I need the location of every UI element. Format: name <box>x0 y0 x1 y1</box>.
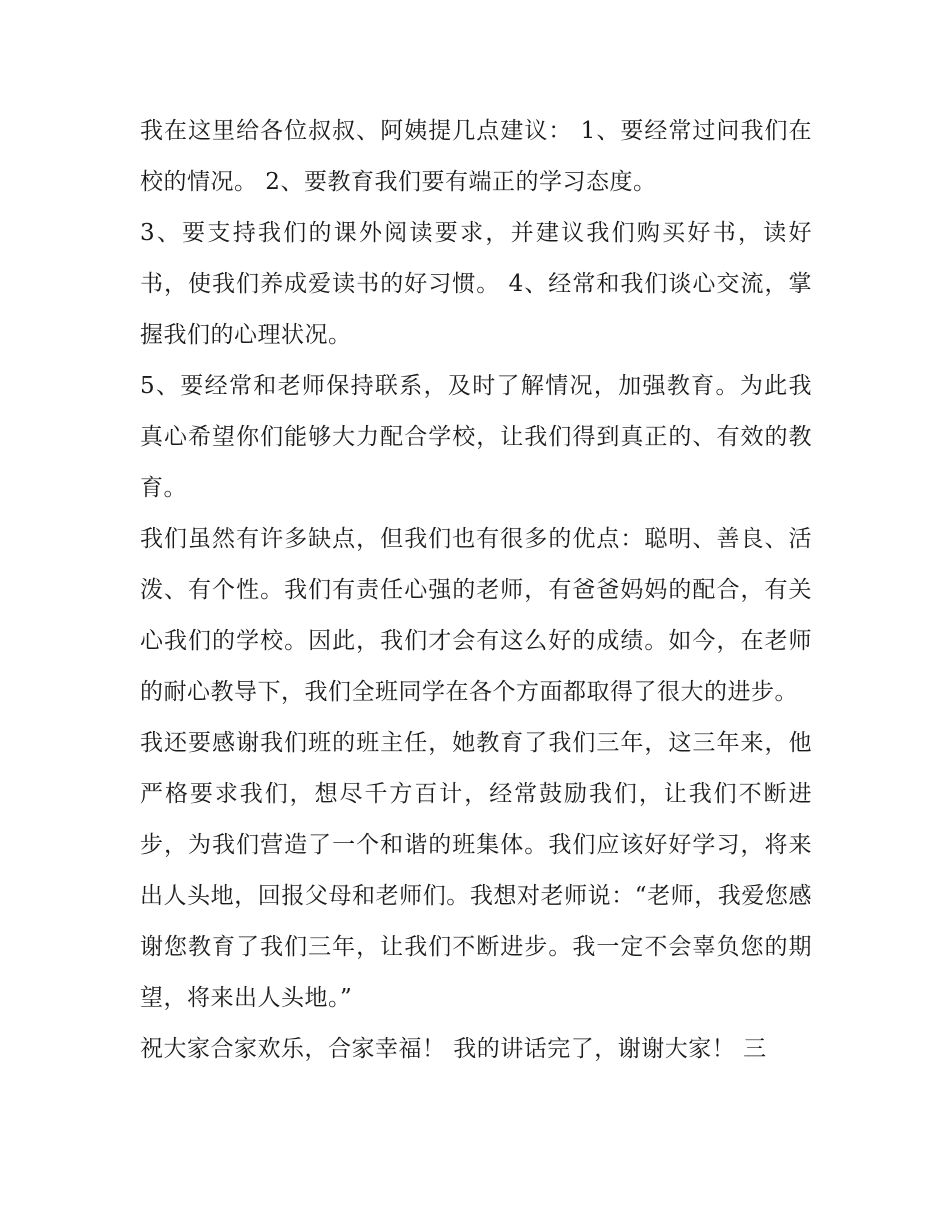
paragraph-suggestions-3-4: 3、要支持我们的课外阅读要求，并建议我们购买好书，读好书，使我们养成爱读书的好习惯。 4、经常和我们谈心交流，掌握我们的心理状况。 <box>140 220 812 348</box>
paragraph-thanks-teacher: 我还要感谢我们班的班主任，她教育了我们三年，这三年来，他严格要求我们，想尽千方百计，经常鼓励我们，让我们不断进步，为我们营造了一个和谐的班集体。我们应该好好学习，将来出人头地，回报父母和老师们。我想对老师说：“老师，我爱您感谢您教育了我们三年，让我们不断进步。我一定不会辜负您的期望，将来出人头地。” <box>140 730 812 1011</box>
paragraph-suggestions-1-2: 我在这里给各位叔叔、阿姨提几点建议： 1、要经常过问我们在校的情况。 2、要教育我们要有端正的学习态度。 <box>140 118 812 195</box>
document-body <box>140 106 812 1075</box>
paragraph-suggestion-5: 5、要经常和老师保持联系，及时了解情况，加强教育。为此我真心希望你们能够大力配合学校，让我们得到真正的、有效的教育。 <box>140 373 812 501</box>
paragraph-strengths: 我们虽然有许多缺点，但我们也有很多的优点：聪明、善良、活泼、有个性。我们有责任心强的老师，有爸爸妈妈的配合，有关心我们的学校。因此，我们才会有这么好的成绩。如今，在老师的耐心教导下，我们全班同学在各个方面都取得了很大的进步。 <box>140 526 812 705</box>
paragraph-closing: 祝大家合家欢乐，合家幸福！ 我的讲话完了，谢谢大家！ 三 <box>140 1036 767 1062</box>
